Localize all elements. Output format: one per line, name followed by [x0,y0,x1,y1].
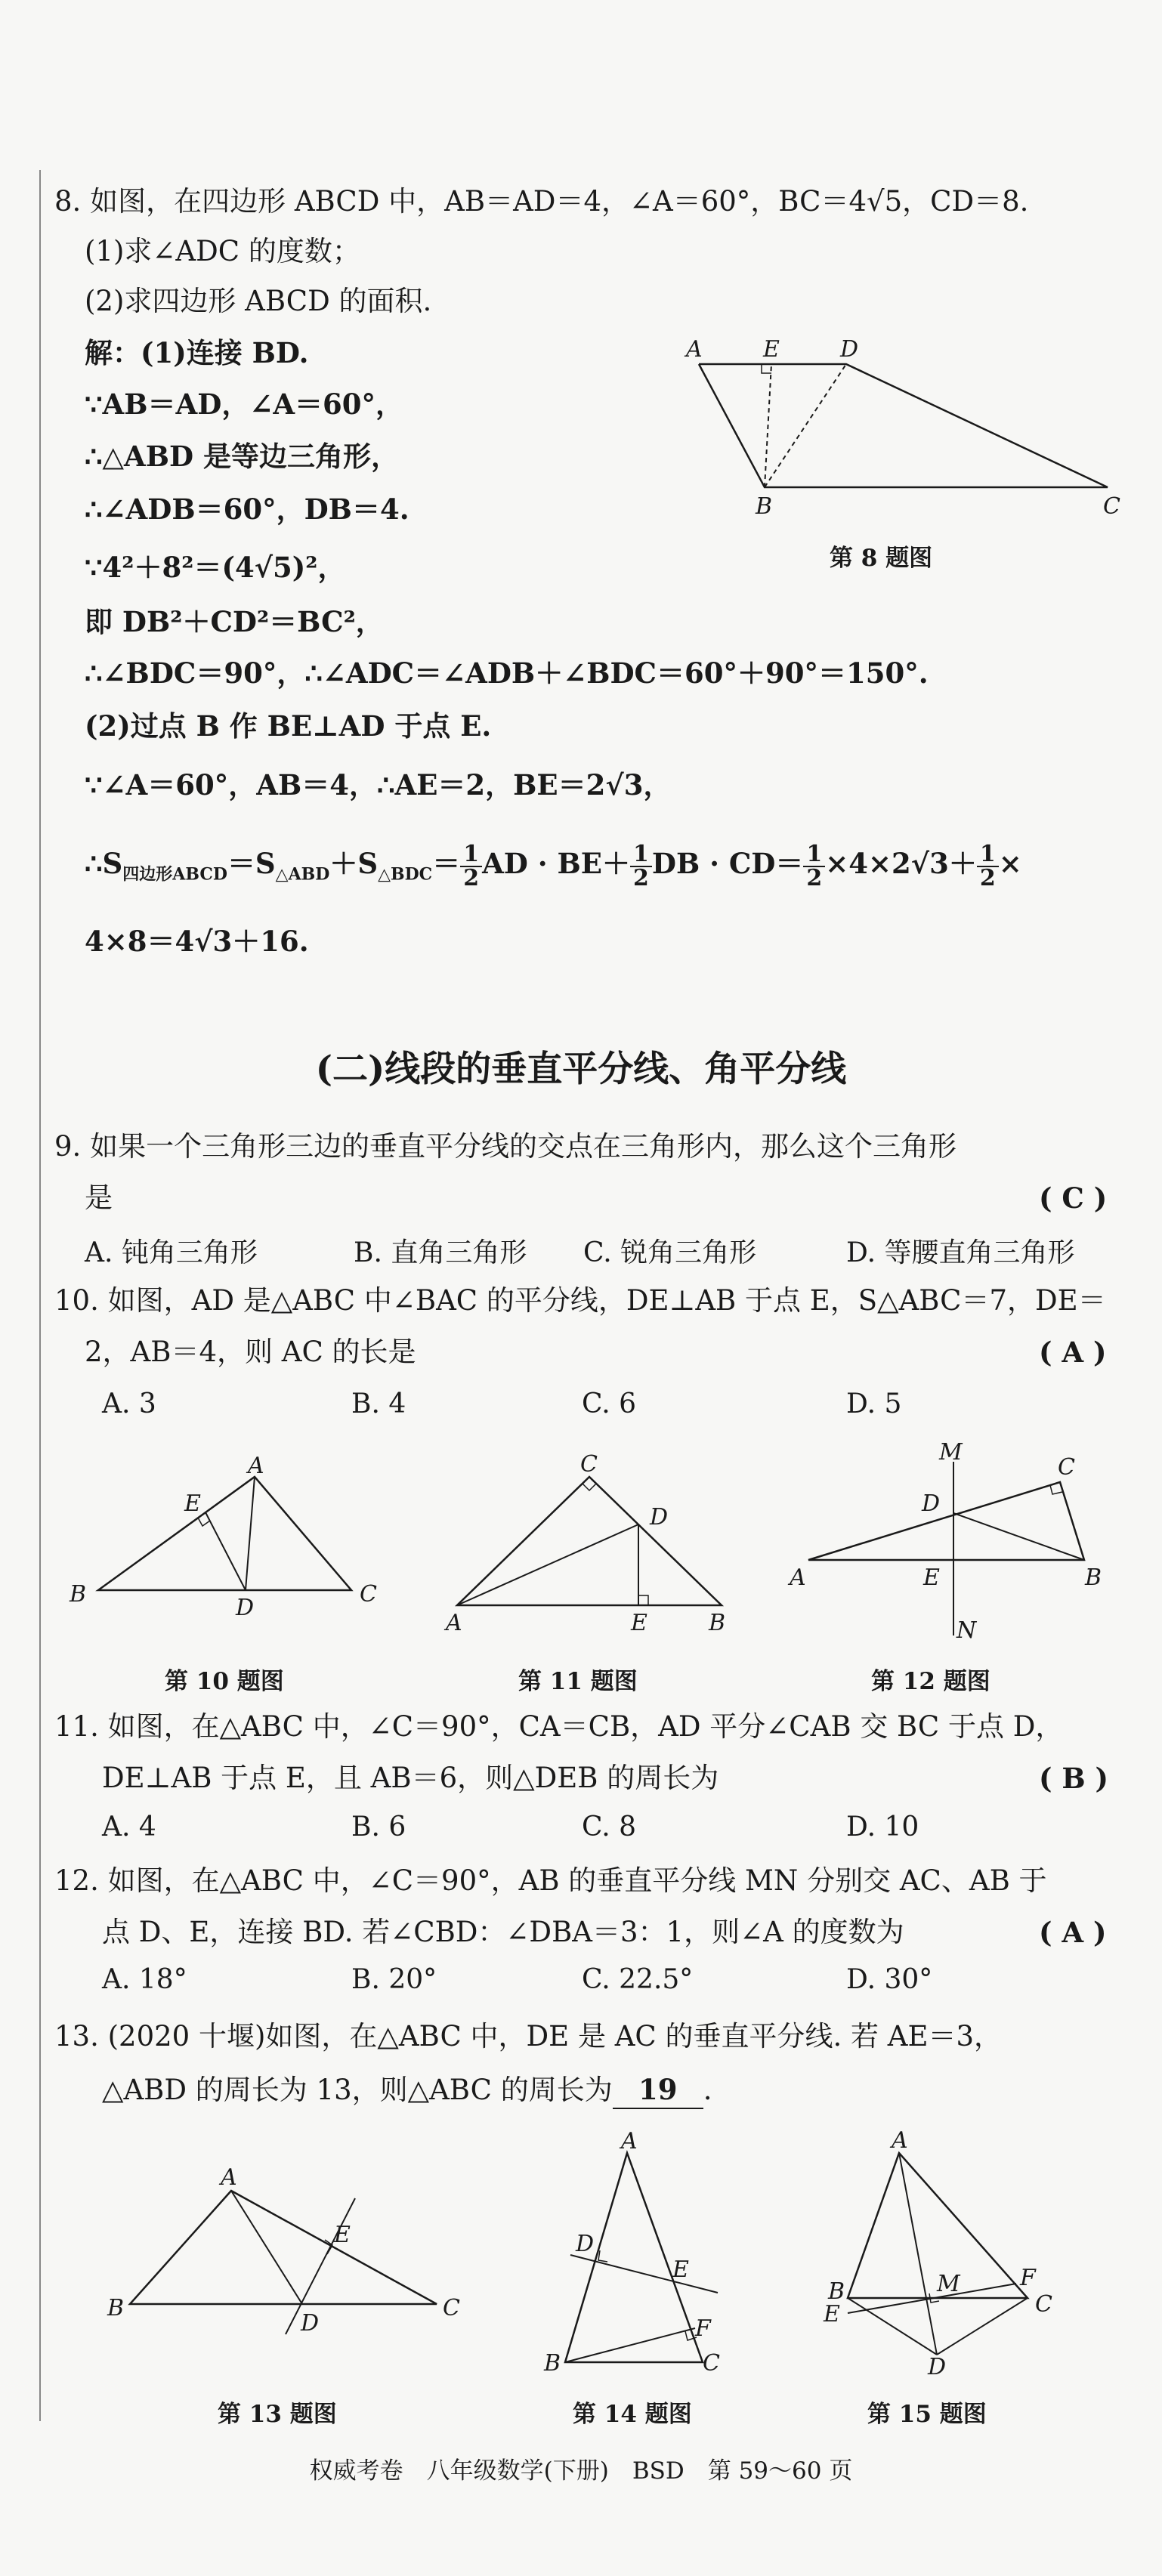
fig14-label-c: C [703,2350,720,2377]
fig13-line-de [286,2198,355,2334]
figure-8 [665,325,1133,521]
fig14-label-a: A [621,2128,638,2154]
q9-option-c: C. 锐角三角形 [583,1237,757,1268]
fig15-label-c: C [1035,2291,1052,2318]
fig14-line-de [570,2255,718,2293]
fig15-label-d: D [928,2354,947,2380]
q8-solution-line: ∵∠A＝60°，AB＝4，∴AE＝2，BE＝2√3， [85,768,672,802]
fig11-triangle [457,1477,722,1605]
q9-option-b: B. 直角三角形 [354,1237,527,1268]
fig14-label-b: B [544,2350,561,2377]
fig11-right-angle-mark-c [583,1484,596,1490]
fig15-label-e: E [824,2301,840,2327]
figure-12 [786,1435,1133,1644]
q12-answer: ( A ) [1039,1916,1107,1949]
q11-option-c: C. 8 [582,1812,637,1842]
q13-answer-blank: 19 [613,2071,703,2109]
fig8-caption: 第 8 题图 [830,545,933,572]
q9-option-a: A. 钝角三角形 [85,1237,258,1268]
left-margin-rule [39,170,41,2421]
q11-stem-line1: 11. 如图，在△ABC 中，∠C＝90°，CA＝CB，AD 平分∠CAB 交 BC 于点 D， [54,1710,1064,1743]
fig8-label-c: C [1103,493,1120,520]
fig13-label-a: A [221,2164,237,2191]
q10-answer: ( A ) [1039,1336,1107,1369]
fig12-label-e: E [923,1564,940,1591]
fig12-triangle [808,1482,1084,1560]
fig10-label-b: B [70,1581,87,1608]
fig11-right-angle-mark-e [638,1595,648,1605]
q12-option-a: A. 18° [102,1964,187,1995]
q8-part2: (2)求四边形 ABCD 的面积. [85,285,432,317]
q12-stem-line1: 12. 如图，在△ABC 中，∠C＝90°，AB 的垂直平分线 MN 分别交 AC、AB 于 [54,1864,1047,1897]
fig12-label-b: B [1085,1564,1102,1591]
figure-14 [544,2128,740,2377]
fig15-segment-bd [848,2298,937,2355]
fig11-label-a: A [446,1610,462,1636]
fig13-label-c: C [443,2295,460,2321]
fig8-quadrilateral [699,364,1108,487]
fig8-right-angle-mark [762,364,771,373]
fig15-caption: 第 15 题图 [867,2401,987,2428]
fig10-segment-ad [246,1477,255,1590]
fraction-half: $\frac{1}{2}$ [977,843,999,890]
q12-stem-line2: 点 D、E，连接 BD. 若∠CBD：∠DBA＝3：1，则∠A 的度数为 [102,1916,904,1948]
fig11-label-e: E [631,1610,647,1636]
figure-10 [60,1450,393,1624]
q8-solution-line: ∴△ABD 是等边三角形， [85,440,399,473]
q11-option-d: D. 10 [846,1812,919,1842]
q11-stem-line2: DE⊥AB 于点 E，且 AB＝6，则△DEB 的周长为 [102,1762,719,1794]
fig13-label-b: B [107,2295,125,2321]
q8-stem: 8. 如图，在四边形 ABCD 中，AB＝AD＝4，∠A＝60°，BC＝4√5，CD＝8. [54,185,1029,218]
q13-stem-line2: △ABD 的周长为 13，则△ABC 的周长为 19 . [102,2071,712,2109]
fraction-half: $\frac{1}{2}$ [803,843,825,890]
figure-15 [816,2127,1065,2380]
fraction-half: $\frac{1}{2}$ [460,843,482,890]
q8-solution-line: 解：(1)连接 BD. [85,336,309,369]
fig15-label-a: A [892,2127,908,2154]
q9-stem-line1: 9. 如果一个三角形三边的垂直平分线的交点在三角形内，那么这个三角形 [54,1130,957,1163]
page-footer: 权威考卷 八年级数学(下册) BSD 第 59～60 页 [309,2457,853,2485]
fig11-label-d: D [650,1504,669,1530]
fig13-label-e: E [334,2222,351,2248]
fig12-label-d: D [922,1490,941,1517]
fig12-caption: 第 12 题图 [871,1668,990,1695]
fig14-label-f: F [695,2315,711,2342]
fig10-segment-de [206,1512,246,1590]
q10-option-b: B. 4 [351,1388,406,1419]
q8-part1: (1)求∠ADC 的度数； [85,235,360,267]
fig10-caption: 第 10 题图 [165,1668,284,1695]
fig12-label-c: C [1058,1454,1075,1481]
fig11-label-c: C [580,1451,598,1478]
fig10-label-e: E [184,1490,201,1517]
fig12-label-m: M [939,1439,963,1466]
figure-11 [438,1443,756,1636]
fig14-label-e: E [672,2256,689,2283]
q10-option-c: C. 6 [582,1388,637,1419]
fig12-segment-bd [953,1513,1084,1560]
q8-last-line: 4×8＝4√3＋16. [85,925,309,958]
q10-option-a: A. 3 [102,1388,156,1419]
q11-answer: ( B ) [1039,1762,1109,1795]
fig8-label-b: B [756,493,773,520]
q10-stem-line1: 10. 如图，AD 是△ABC 中∠BAC 的平分线，DE⊥AB 于点 E，S△ABC＝7，DE＝ [54,1284,1106,1317]
q8-solution-line: 即 DB²＋CD²＝BC²， [85,605,384,638]
fig14-caption: 第 14 题图 [573,2401,692,2428]
fig15-segment-ad [899,2153,937,2355]
q11-option-b: B. 6 [351,1812,406,1842]
figure-13 [98,2161,461,2342]
fig13-label-d: D [301,2310,320,2337]
q8-solution-line: ∵4²＋8²＝(4√5)²， [85,551,346,584]
q12-option-c: C. 22.5° [582,1964,694,1995]
q8-solution-line: (2)过点 B 作 BE⊥AD 于点 E. [85,709,492,743]
q12-option-d: D. 30° [846,1964,933,1995]
fig13-segment-ad [231,2191,302,2304]
fraction-half: $\frac{1}{2}$ [630,843,652,890]
fig15-segment-cd [937,2298,1028,2355]
q10-stem-line2: 2，AB＝4，则 AC 的长是 [85,1336,416,1368]
q8-solution-line: ∴∠ADB＝60°，DB＝4. [85,493,409,526]
q9-option-d: D. 等腰直角三角形 [846,1237,1075,1268]
fig14-label-d: D [576,2231,595,2257]
fig13-caption: 第 13 题图 [218,2401,337,2428]
q12-option-b: B. 20° [351,1964,437,1995]
fig11-caption: 第 11 题图 [518,1668,638,1695]
fig8-label-d: D [840,336,859,363]
fig13-triangle [130,2191,437,2304]
fig8-segment-bd [765,364,846,487]
q10-option-d: D. 5 [846,1388,902,1419]
fig15-label-m: M [937,2271,960,2297]
q11-option-a: A. 4 [102,1812,156,1842]
section-title: (二)线段的垂直平分线、角平分线 [315,1049,847,1090]
q8-solution-line: ∵AB＝AD，∠A＝60°， [85,388,404,421]
fig12-label-n: N [956,1617,977,1644]
q8-area-line: $\therefore S_{四边形ABCD}=S_{\triangle ABD}+S_{\triangle BDC}=$ $\frac{1}{2}$ AD · BE＋ $\frac{1}{2}$ DB · CD＝ $\frac{1}{2}$ ×4×2√3＋ $\frac{1}{2}$ × [85,840,1022,891]
fig12-label-a: A [790,1564,806,1591]
fig14-line-bf [565,2328,695,2362]
fig10-label-a: A [248,1453,264,1479]
fig14-right-angle-mark-d [598,2250,607,2262]
fig8-segment-be [765,364,771,487]
fig15-label-b: B [828,2278,845,2305]
q9-stem-line2: 是 [85,1181,113,1214]
fig8-label-a: A [686,336,703,363]
fig8-label-e: E [763,336,780,363]
q13-stem-line1: 13. (2020 十堰)如图，在△ABC 中，DE 是 AC 的垂直平分线. 若 AE＝3， [54,2020,1003,2052]
q9-answer: ( C ) [1039,1181,1108,1215]
fig10-label-c: C [360,1581,377,1608]
fig11-segment-ad [457,1524,638,1605]
fig15-label-f: F [1020,2265,1036,2291]
fig11-label-b: B [709,1610,726,1636]
fig10-triangle [98,1477,351,1590]
fig10-label-d: D [236,1595,255,1621]
q8-solution-line: ∴∠BDC＝90°，∴∠ADC＝∠ADB＋∠BDC＝60°＋90°＝150°. [85,656,929,690]
